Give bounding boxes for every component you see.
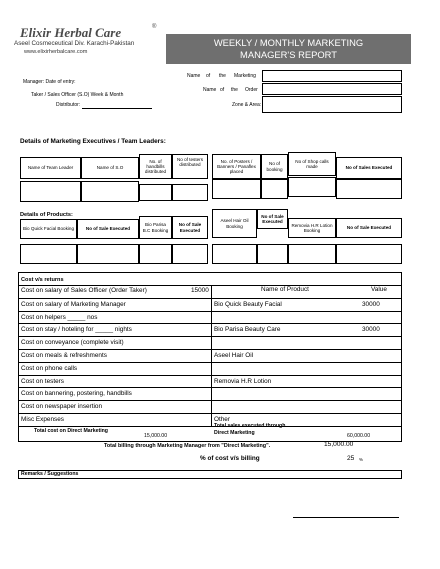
team-header-sales: No of Sales Executed xyxy=(336,157,402,179)
total-sales-value[interactable]: 60,000.00 xyxy=(347,433,371,439)
return-row-value[interactable]: 30000 xyxy=(362,326,380,334)
cost-row-label: Cost on meals & refreshments xyxy=(21,352,107,359)
cost-returns-header: Cost v/s returns xyxy=(21,277,64,283)
product-header-hair-oil: Aseel Hair Oil Booking xyxy=(212,209,257,238)
team-section-title: Details of Marketing Executives / Team Leaders: xyxy=(20,138,166,145)
remarks-label: Remarks / Suggestions xyxy=(21,471,79,477)
marketing-name-word-2: of xyxy=(206,73,211,79)
product-header-hair-oil-sale: No of Sale Executed xyxy=(257,209,288,229)
return-row xyxy=(212,349,401,362)
cost-row xyxy=(19,336,211,349)
cost-row xyxy=(19,387,211,400)
team-input-booking[interactable] xyxy=(261,179,288,199)
team-header-testers: No of testers distributed xyxy=(172,154,208,179)
cost-row-label: Cost on bannering, postering, handbills xyxy=(21,390,132,398)
return-row xyxy=(212,362,401,375)
product-header-removia: Removia H.R Lotion Booking xyxy=(288,218,336,238)
right-header-value: Value xyxy=(371,286,387,293)
cost-row-label: Cost on salary of Marketing Manager xyxy=(21,300,126,308)
division-text: Aseel Cosmeceutical Div. Karachi-Pakistan xyxy=(14,40,135,47)
team-header-handbills: No. of handbills distributed xyxy=(139,154,172,179)
product-header-removia-sale: No of Sale Executed xyxy=(336,218,402,238)
cost-row xyxy=(19,349,211,362)
team-input-handbills[interactable] xyxy=(139,184,172,201)
registered-mark: ® xyxy=(152,24,157,30)
return-row-label: Bio Parisa Beauty Care xyxy=(214,326,281,334)
product-header-bio-quick: Bio Quick Facial Booking xyxy=(20,219,77,239)
return-row xyxy=(212,400,401,413)
team-header-booking: No of booking xyxy=(261,154,288,179)
cost-row-label: Cost on phone calls xyxy=(21,364,78,372)
percent-value[interactable]: 25 xyxy=(347,455,355,462)
cost-row xyxy=(19,362,211,375)
order-name-word-4: Order xyxy=(245,87,258,93)
return-row-label: Aseel Hair Oil xyxy=(214,352,254,359)
cost-row xyxy=(19,323,211,336)
team-header-shop-calls: No of Shop calls made xyxy=(288,152,336,176)
return-row xyxy=(212,298,401,311)
product-header-bio-parisa: Bio Parisa B.C Booking xyxy=(139,216,172,239)
cost-row-label: Cost on testers xyxy=(21,377,64,385)
marketing-name-field[interactable] xyxy=(262,70,402,82)
return-row xyxy=(212,323,401,336)
products-section-title: Details of Products: xyxy=(20,212,73,218)
total-cost-value[interactable]: 15,000.00 xyxy=(144,433,168,439)
cost-row-label: Cost on salary of Sales Officer (Order Taker) xyxy=(21,287,147,294)
remarks-box[interactable] xyxy=(18,470,402,479)
team-header-leader: Name of Team Leader xyxy=(20,157,81,179)
product-input-removia-sale[interactable] xyxy=(336,244,402,264)
product-input-removia[interactable] xyxy=(288,244,336,264)
order-name-word-2: of xyxy=(220,87,225,93)
report-title-line1: WEEKLY / MONTHLY MARKETING xyxy=(213,37,364,49)
cost-row-value[interactable]: 15000 xyxy=(191,287,209,294)
distributor-label: Distributor: xyxy=(56,102,81,108)
team-header-posters: No. of Posters / Banners / Panaflex placed xyxy=(212,154,261,179)
product-input-bio-quick-sale[interactable] xyxy=(77,244,139,264)
team-input-testers[interactable] xyxy=(172,184,208,201)
billing-label: Total billing through Marketing Manager from "Direct Marketing". xyxy=(104,443,271,449)
return-row-label: Bio Quick Beauty Facial xyxy=(214,300,282,308)
brand-block xyxy=(14,24,164,64)
total-cost-label: Total cost on Direct Marketing xyxy=(34,428,108,434)
return-row-label: Other xyxy=(214,416,230,423)
return-row xyxy=(212,387,401,400)
total-sales-label-2: Direct Marketing xyxy=(214,430,255,436)
marketing-name-word-4: Marketing xyxy=(234,73,256,79)
return-row xyxy=(212,311,401,324)
cost-row-label: Cost on newspaper insertion xyxy=(21,403,102,411)
team-input-leader[interactable] xyxy=(20,181,81,202)
cost-row-label: Cost on stay / hoteling for _____ nights xyxy=(21,326,132,334)
return-row-value[interactable]: 30000 xyxy=(362,300,380,308)
manager-date-label: Manager: Date of entry: xyxy=(23,79,76,85)
product-input-hair-oil-sale[interactable] xyxy=(257,244,288,264)
report-title-banner xyxy=(166,34,411,64)
return-row xyxy=(212,375,401,388)
product-header-bio-parisa-sale: No of Sale Executed xyxy=(172,216,208,239)
cost-returns-table xyxy=(18,272,402,442)
cost-row xyxy=(19,400,211,413)
percent-label: % of cost v/s billing xyxy=(200,455,260,462)
product-header-bio-quick-sale: No of Sale Executed xyxy=(77,219,139,239)
product-input-bio-quick[interactable] xyxy=(20,244,77,264)
cost-row xyxy=(19,285,211,298)
return-row-label: Removia H.R Lotion xyxy=(214,377,272,385)
taker-week-label: Taker / Sales Officer (S.O) Week & Month xyxy=(31,92,124,98)
return-row xyxy=(212,336,401,349)
team-input-so[interactable] xyxy=(81,181,139,202)
cost-row-label: Cost on conveyance (complete visit) xyxy=(21,339,124,347)
product-input-bio-parisa-sale[interactable] xyxy=(172,244,208,264)
marketing-name-word-1: Name xyxy=(187,73,201,79)
billing-value[interactable]: 15,000.00 xyxy=(324,441,354,448)
order-name-word-1: Name xyxy=(203,87,217,93)
team-header-so: Name of S.O xyxy=(81,157,139,179)
team-input-sales[interactable] xyxy=(336,179,402,199)
percent-sign: % xyxy=(359,457,363,462)
right-header-product: Name of Product xyxy=(261,286,309,293)
team-input-posters[interactable] xyxy=(212,179,261,199)
report-title-line2: MANAGER'S REPORT xyxy=(240,49,337,60)
cost-row xyxy=(19,311,211,324)
cost-row xyxy=(19,375,211,388)
distributor-line xyxy=(82,108,152,109)
cost-row-label: Cost on helpers _____ nos xyxy=(21,313,98,321)
marketing-name-word-3: the xyxy=(219,73,226,79)
zone-area-field[interactable] xyxy=(262,96,402,113)
website-text: www.elixirherbalcare.com xyxy=(24,49,88,55)
product-input-bio-parisa[interactable] xyxy=(139,244,172,264)
cost-row xyxy=(19,298,211,311)
zone-area-label: Zone & Area: xyxy=(232,102,262,108)
cost-row xyxy=(19,413,211,426)
cost-row-label: Misc Expenses xyxy=(21,416,64,423)
order-name-word-3: the xyxy=(231,87,238,93)
total-sales-label-1: Total sales executed through xyxy=(214,423,286,429)
order-name-field[interactable] xyxy=(262,83,402,95)
brand-logo: Elixir Herbal Care xyxy=(20,25,122,40)
product-input-hair-oil[interactable] xyxy=(212,244,257,264)
signature-line[interactable] xyxy=(293,517,399,518)
team-input-shop-calls[interactable] xyxy=(288,177,336,197)
